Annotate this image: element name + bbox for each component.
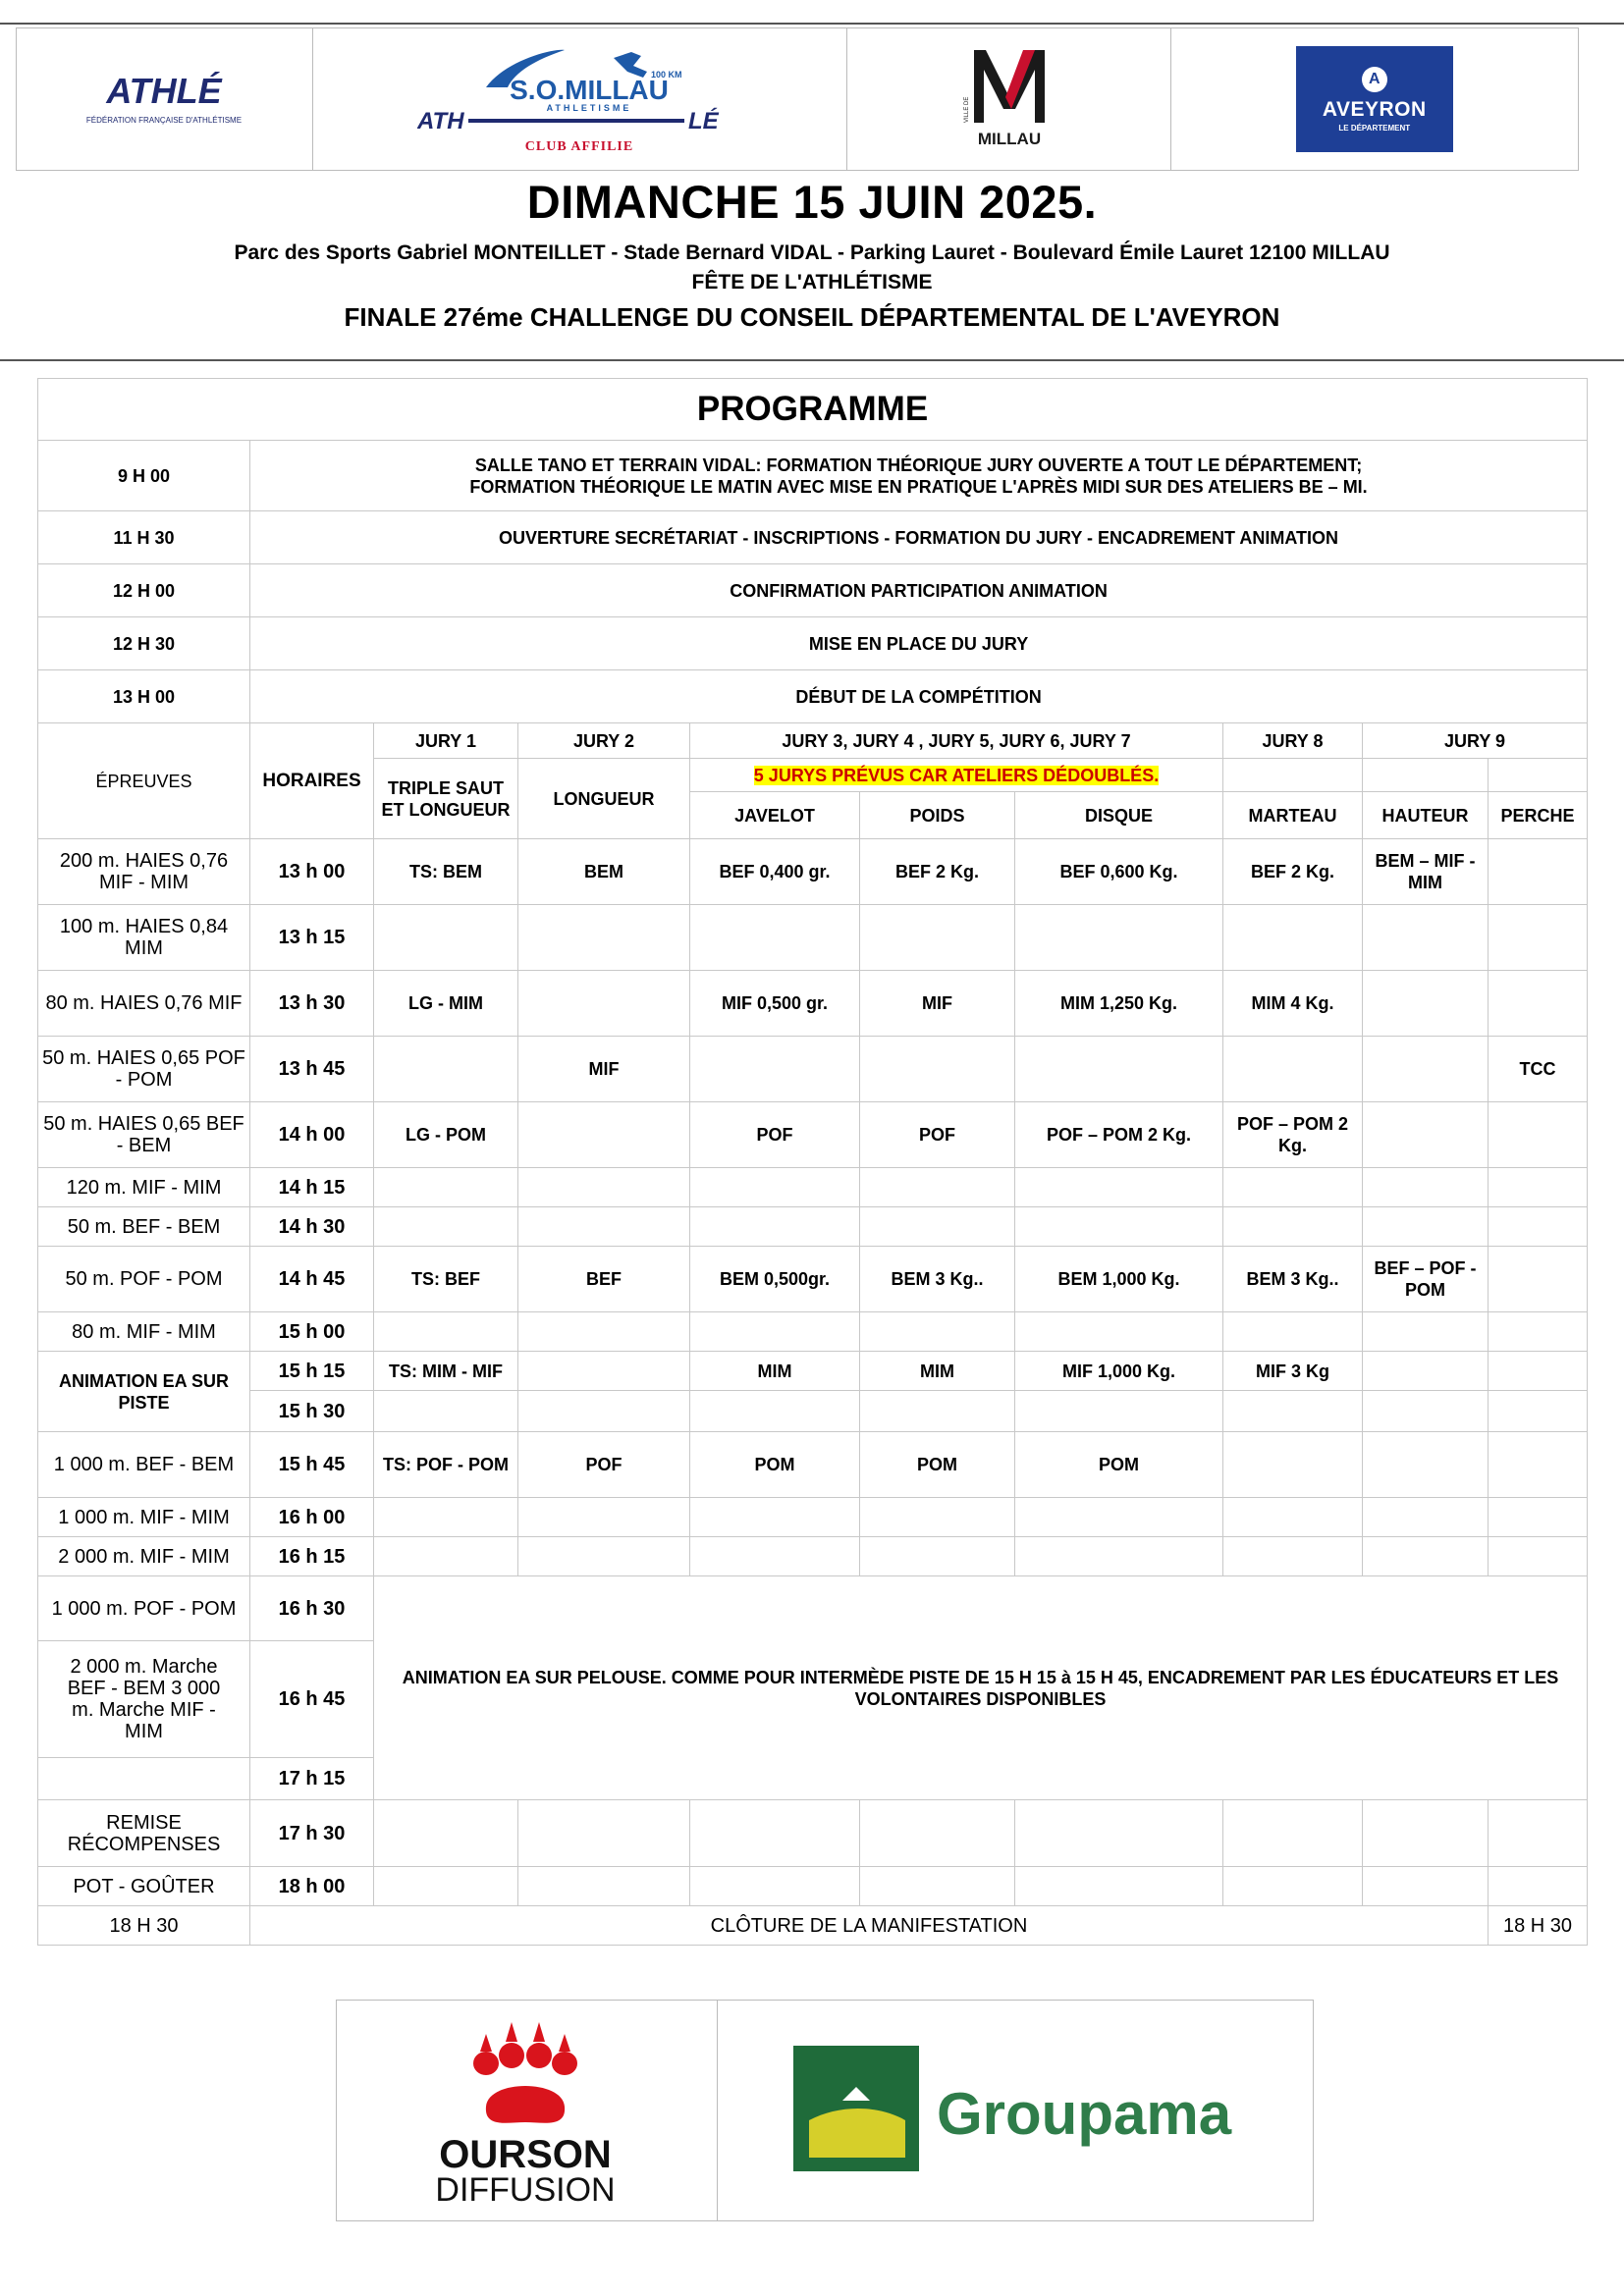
jury-cell <box>1363 1432 1489 1498</box>
event-name: REMISE RÉCOMPENSES <box>38 1800 250 1867</box>
schedule-time: 13 H 00 <box>38 670 250 723</box>
jury-cell <box>1489 1498 1588 1537</box>
jury-cell <box>374 1498 518 1537</box>
animation-row-2 <box>38 1391 1588 1432</box>
jury-cell <box>518 1168 690 1207</box>
ville-pre: VILLE DE <box>964 96 971 123</box>
jury-cell <box>690 1498 860 1537</box>
programme-table <box>37 378 1588 1946</box>
schedule-desc <box>250 441 1588 511</box>
somillau-bar <box>468 119 684 123</box>
pelouse-announcement: ANIMATION EA SUR PELOUSE. COMME POUR INTERMÈDE PISTE DE 15 H 15 à 15 H 45, ENCADREMENT PAR LES ÉDUCATEURS ET LES VOLONTAIRES DISPONIBLES <box>374 1576 1588 1800</box>
cloture-time-left: 18 H 30 <box>38 1906 250 1946</box>
athle-logo-text: ATHLÉ <box>106 71 222 111</box>
empty-cell <box>1015 1867 1223 1906</box>
jury-header-row <box>38 723 1588 759</box>
header-jury3-7: JURY 3, JURY 4 , JURY 5, JURY 6, JURY 7 <box>690 723 1223 759</box>
jury-cell <box>1223 905 1363 971</box>
jury-cell <box>518 1537 690 1576</box>
jury-cell <box>860 1312 1015 1352</box>
empty-cell <box>1015 1391 1223 1432</box>
jury-cell <box>1489 1247 1588 1312</box>
jury-cell <box>1223 1498 1363 1537</box>
jury-cell <box>1363 1312 1489 1352</box>
jury-cell: TCC <box>1489 1037 1588 1102</box>
event-row <box>38 1867 1588 1906</box>
event-address: Parc des Sports Gabriel MONTEILLET - Stade Bernard VIDAL - Parking Lauret - Boulevard Émile Lauret 12100 MILLAU <box>234 241 1390 264</box>
event-row <box>38 1247 1588 1312</box>
event-name: 50 m. HAIES 0,65 POF - POM <box>38 1037 250 1102</box>
somillau-logo <box>417 40 741 158</box>
jury-cell <box>1363 1207 1489 1247</box>
event-row <box>38 971 1588 1037</box>
event-time: 17 h 30 <box>250 1800 374 1867</box>
jury-cell <box>518 1312 690 1352</box>
empty-cell <box>690 1800 860 1867</box>
event-rows-2 <box>38 1432 1588 1576</box>
jury-cell <box>1015 1037 1223 1102</box>
empty-cell <box>1363 1800 1489 1867</box>
jury-cell <box>1363 1102 1489 1168</box>
cloture-row <box>38 1906 1588 1946</box>
header-triple-saut: TRIPLE SAUT ET LONGUEUR <box>374 759 518 839</box>
jury-cell <box>1363 1498 1489 1537</box>
ville-millau-logo <box>954 40 1062 158</box>
empty-cell <box>1223 1800 1363 1867</box>
header-jury9: JURY 9 <box>1363 723 1588 759</box>
event-row <box>38 1037 1588 1102</box>
header-epreuves: ÉPREUVES <box>38 723 250 839</box>
jury-cell <box>518 1102 690 1168</box>
jury-cell <box>1015 1312 1223 1352</box>
animation-time: 15 h 15 <box>250 1352 374 1391</box>
jury-cell <box>1489 971 1588 1037</box>
jury-cell <box>1015 905 1223 971</box>
header-jury8: JURY 8 <box>1223 723 1363 759</box>
jury-cell <box>1489 1168 1588 1207</box>
schedule-time: 11 H 30 <box>38 511 250 564</box>
animation-row <box>38 1352 1588 1391</box>
sponsor-bar <box>336 2000 1314 2221</box>
schedule-row <box>38 564 1588 617</box>
schedule-row <box>38 617 1588 670</box>
jury-cell: POF <box>690 1102 860 1168</box>
empty-cell <box>518 1800 690 1867</box>
event-time: 14 h 45 <box>250 1247 374 1312</box>
somillau-name: S.O.MILLAU <box>510 75 670 105</box>
header-jury2: JURY 2 <box>518 723 690 759</box>
jury-cell: TS: BEF <box>374 1247 518 1312</box>
jury-cell <box>374 1537 518 1576</box>
somillau-club: CLUB AFFILIE <box>525 139 634 154</box>
somillau-logo-cell <box>313 28 847 170</box>
header-jury1: JURY 1 <box>374 723 518 759</box>
groupama-logo-cell <box>718 2001 1313 2220</box>
ourson-logo-cell <box>337 2001 718 2220</box>
jury-note: 5 JURYS PRÉVUS CAR ATELIERS DÉDOUBLÉS. <box>753 765 1160 785</box>
event-name: 50 m. POF - POM <box>38 1247 250 1312</box>
jury-cell <box>374 1037 518 1102</box>
jury-cell: BEM 0,500gr. <box>690 1247 860 1312</box>
jury-cell <box>860 1207 1015 1247</box>
header-javelot: JAVELOT <box>690 792 860 839</box>
jury-cell <box>518 905 690 971</box>
ourson-line2: DIFFUSION <box>434 2171 616 2209</box>
event-row <box>38 839 1588 905</box>
event-fete: FÊTE DE L'ATHLÉTISME <box>691 271 933 294</box>
event-name: 120 m. MIF - MIM <box>38 1168 250 1207</box>
programme-title: PROGRAMME <box>38 379 1588 441</box>
groupama-name: Groupama <box>937 2081 1232 2147</box>
jury-cell <box>518 971 690 1037</box>
event-row <box>38 1537 1588 1576</box>
jury-cell: BEM 3 Kg.. <box>860 1247 1015 1312</box>
event-time: 15 h 00 <box>250 1312 374 1352</box>
cell: MIM <box>860 1352 1015 1391</box>
empty-cell <box>374 1391 518 1432</box>
empty-cell <box>690 1391 860 1432</box>
event-time: 13 h 45 <box>250 1037 374 1102</box>
jury-cell <box>374 1168 518 1207</box>
header-horaires: HORAIRES <box>250 723 374 839</box>
aveyron-logo <box>1296 46 1453 152</box>
groupama-field-shape <box>809 2109 905 2158</box>
jury-cell: POM <box>690 1432 860 1498</box>
jury-cell: MIF 0,500 gr. <box>690 971 860 1037</box>
empty-cell <box>690 1867 860 1906</box>
aveyron-name: AVEYRON <box>1322 97 1427 121</box>
event-row <box>38 905 1588 971</box>
header-poids: POIDS <box>860 792 1015 839</box>
jury-cell <box>860 1537 1015 1576</box>
aveyron-logo-cell <box>1171 28 1578 170</box>
ourson-diffusion-logo <box>409 2012 645 2209</box>
jury-cell <box>1223 1168 1363 1207</box>
jury-cell <box>1015 1537 1223 1576</box>
jury-cell <box>1363 1037 1489 1102</box>
jury-cell: MIF <box>860 971 1015 1037</box>
empty-cell <box>374 1800 518 1867</box>
jury-cell: BEM 1,000 Kg. <box>1015 1247 1223 1312</box>
jury-cell <box>1489 1432 1588 1498</box>
jury-cell <box>1363 971 1489 1037</box>
cell: MIF 1,000 Kg. <box>1015 1352 1223 1391</box>
jury-cell: TS: BEM <box>374 839 518 905</box>
jury-cell <box>1015 1207 1223 1247</box>
jury-cell <box>690 1168 860 1207</box>
event-name: 100 m. HAIES 0,84 MIM <box>38 905 250 971</box>
top-rule <box>0 23 1624 25</box>
jury-cell <box>1223 1312 1363 1352</box>
aveyron-emblem-icon: A <box>1362 67 1387 92</box>
event-rows <box>38 839 1588 1352</box>
event-name <box>38 1758 250 1800</box>
jury-cell: BEF 0,600 Kg. <box>1015 839 1223 905</box>
event-time: 16 h 45 <box>250 1641 374 1758</box>
jury-cell <box>690 1537 860 1576</box>
jury-cell <box>518 1207 690 1247</box>
event-time: 18 h 00 <box>250 1867 374 1906</box>
jury-cell <box>518 1498 690 1537</box>
cloture-text: CLÔTURE DE LA MANIFESTATION <box>250 1906 1489 1946</box>
schedule-line: SALLE TANO ET TERRAIN VIDAL: FORMATION THÉORIQUE JURY OUVERTE A TOUT LE DÉPARTEMENT; <box>474 454 1363 475</box>
event-row <box>38 1498 1588 1537</box>
empty-cell <box>374 1867 518 1906</box>
empty-cell <box>518 1867 690 1906</box>
title-rule <box>0 359 1624 361</box>
event-time: 13 h 30 <box>250 971 374 1037</box>
jury-cell <box>860 1168 1015 1207</box>
jury-cell: POF <box>860 1102 1015 1168</box>
ville-name: MILLAU <box>978 130 1042 148</box>
event-row <box>38 1168 1588 1207</box>
logo-bar <box>16 27 1579 171</box>
jury-cell <box>1489 1312 1588 1352</box>
event-row <box>38 1432 1588 1498</box>
ourson-line1: OURSON <box>438 2133 612 2176</box>
schedule-desc: OUVERTURE SECRÉTARIAT - INSCRIPTIONS - FORMATION DU JURY - ENCADREMENT ANIMATION <box>250 511 1588 564</box>
bear-paw-icon <box>473 2022 577 2123</box>
header-longueur: LONGUEUR <box>518 759 690 839</box>
jury-cell: POF – POM 2 Kg. <box>1015 1102 1223 1168</box>
event-time: 16 h 15 <box>250 1537 374 1576</box>
jury-cell: POF <box>518 1432 690 1498</box>
jury-cell: POM <box>1015 1432 1223 1498</box>
empty-cell <box>860 1800 1015 1867</box>
jury-cell <box>860 905 1015 971</box>
animation-label: ANIMATION EA SUR PISTE <box>38 1352 250 1432</box>
event-time: 15 h 45 <box>250 1432 374 1498</box>
event-name: 1 000 m. MIF - MIM <box>38 1498 250 1537</box>
cell <box>518 1352 690 1391</box>
header-marteau: MARTEAU <box>1223 792 1363 839</box>
jury-cell <box>1223 1432 1363 1498</box>
event-time: 13 h 00 <box>250 839 374 905</box>
empty-cell <box>1363 1391 1489 1432</box>
event-name: 1 000 m. POF - POM <box>38 1576 250 1641</box>
jury-cell <box>1223 1207 1363 1247</box>
event-finale: FINALE 27éme CHALLENGE DU CONSEIL DÉPARTEMENTAL DE L'AVEYRON <box>344 302 1280 332</box>
event-name: POT - GOÛTER <box>38 1867 250 1906</box>
jury-cell: MIM 1,250 Kg. <box>1015 971 1223 1037</box>
jury-cell <box>1489 1207 1588 1247</box>
jury-cell <box>690 1037 860 1102</box>
schedule-row <box>38 670 1588 723</box>
schedule-time: 9 H 00 <box>38 441 250 511</box>
event-name: 200 m. HAIES 0,76 MIF - MIM <box>38 839 250 905</box>
empty-cell <box>1489 759 1588 792</box>
somillau-left: ATH <box>417 108 464 134</box>
jury-cell <box>374 1207 518 1247</box>
athle-logo-sub: FÉDÉRATION FRANÇAISE D'ATHLÉTISME <box>86 116 243 125</box>
cell: MIM <box>690 1352 860 1391</box>
event-time: 13 h 15 <box>250 905 374 971</box>
jury-cell: BEM <box>518 839 690 905</box>
jury-cell <box>690 1207 860 1247</box>
millau-red-slash <box>1005 50 1035 109</box>
jury-cell: BEF <box>518 1247 690 1312</box>
empty-cell <box>1223 759 1363 792</box>
jury-cell <box>1489 839 1588 905</box>
cloture-time-right: 18 H 30 <box>1489 1906 1588 1946</box>
programme-title-row <box>38 379 1588 441</box>
header-hauteur: HAUTEUR <box>1363 792 1489 839</box>
empty-cell <box>1489 1800 1588 1867</box>
schedule-desc: CONFIRMATION PARTICIPATION ANIMATION <box>250 564 1588 617</box>
cell: TS: MIM - MIF <box>374 1352 518 1391</box>
jury-cell: BEF 2 Kg. <box>860 839 1015 905</box>
jury-cell <box>690 905 860 971</box>
jury-cell <box>1363 1537 1489 1576</box>
empty-cell <box>1489 1867 1588 1906</box>
schedule-desc: DÉBUT DE LA COMPÉTITION <box>250 670 1588 723</box>
animation-time-2: 15 h 30 <box>250 1391 374 1432</box>
event-row <box>38 1312 1588 1352</box>
event-name: 2 000 m. MIF - MIM <box>38 1537 250 1576</box>
event-time: 16 h 00 <box>250 1498 374 1537</box>
header-disque: DISQUE <box>1015 792 1223 839</box>
jury-cell: BEF 0,400 gr. <box>690 839 860 905</box>
cell: MIF 3 Kg <box>1223 1352 1363 1391</box>
empty-cell <box>1363 759 1489 792</box>
jury-cell <box>1489 1537 1588 1576</box>
jury-cell <box>1223 1537 1363 1576</box>
event-name: 80 m. MIF - MIM <box>38 1312 250 1352</box>
jury-cell <box>690 1312 860 1352</box>
closing-rows <box>38 1800 1588 1906</box>
jury-cell <box>1489 1102 1588 1168</box>
empty-cell <box>1223 1867 1363 1906</box>
event-row <box>38 1800 1588 1867</box>
jury-cell: BEM – MIF - MIM <box>1363 839 1489 905</box>
aveyron-sub: LE DÉPARTEMENT <box>1338 123 1411 133</box>
event-name: 1 000 m. BEF - BEM <box>38 1432 250 1498</box>
pelouse-row <box>38 1576 1588 1641</box>
empty-cell <box>860 1391 1015 1432</box>
jury-cell: BEM 3 Kg.. <box>1223 1247 1363 1312</box>
event-date: DIMANCHE 15 JUIN 2025. <box>526 176 1098 228</box>
somillau-right: LÉ <box>688 108 719 134</box>
event-time: 14 h 30 <box>250 1207 374 1247</box>
jury-cell <box>1015 1168 1223 1207</box>
jury-cell <box>1015 1498 1223 1537</box>
athle-logo <box>66 60 262 138</box>
event-name: 50 m. HAIES 0,65 BEF - BEM <box>38 1102 250 1168</box>
event-time: 14 h 15 <box>250 1168 374 1207</box>
jury-cell: MIF <box>518 1037 690 1102</box>
jury-cell <box>1489 905 1588 971</box>
empty-cell <box>1015 1800 1223 1867</box>
jury-cell: POM <box>860 1432 1015 1498</box>
jury-cell <box>1223 1037 1363 1102</box>
jury-cell: LG - MIM <box>374 971 518 1037</box>
millau-m-shape <box>974 50 1045 123</box>
jury-note-cell <box>690 759 1223 792</box>
event-row <box>38 1102 1588 1168</box>
schedule-line: FORMATION THÉORIQUE LE MATIN AVEC MISE EN PRATIQUE L'APRÈS MIDI SUR DES ATELIERS BE – MI. <box>469 476 1368 497</box>
schedule-row <box>38 511 1588 564</box>
jury-cell: POF – POM 2 Kg. <box>1223 1102 1363 1168</box>
event-time: 17 h 15 <box>250 1758 374 1800</box>
athle-logo-cell <box>17 28 313 170</box>
somillau-dist: 100 KM <box>651 70 682 80</box>
ville-millau-logo-cell <box>847 28 1171 170</box>
event-time: 14 h 00 <box>250 1102 374 1168</box>
empty-cell <box>518 1391 690 1432</box>
cell <box>1489 1352 1588 1391</box>
event-name: 50 m. BEF - BEM <box>38 1207 250 1247</box>
jury-cell <box>374 1312 518 1352</box>
empty-cell <box>860 1867 1015 1906</box>
header-perche: PERCHE <box>1489 792 1588 839</box>
event-row <box>38 1207 1588 1247</box>
event-name: 80 m. HAIES 0,76 MIF <box>38 971 250 1037</box>
jury-cell: BEF – POF - POM <box>1363 1247 1489 1312</box>
cell <box>1363 1352 1489 1391</box>
jury-cell <box>1363 905 1489 971</box>
schedule-desc: MISE EN PLACE DU JURY <box>250 617 1588 670</box>
jury-cell: LG - POM <box>374 1102 518 1168</box>
schedule-time: 12 H 00 <box>38 564 250 617</box>
jury-cell <box>860 1037 1015 1102</box>
schedule-row <box>38 441 1588 511</box>
jury-cell <box>1363 1168 1489 1207</box>
jury-cell: BEF 2 Kg. <box>1223 839 1363 905</box>
jury-cell <box>374 905 518 971</box>
jury-cell <box>860 1498 1015 1537</box>
empty-cell <box>1363 1867 1489 1906</box>
groupama-logo <box>789 2042 1241 2179</box>
somillau-sub: ATHLETISME <box>546 103 632 113</box>
empty-cell <box>1489 1391 1588 1432</box>
event-name: 2 000 m. Marche BEF - BEM 3 000 m. Marche MIF - MIM <box>38 1641 250 1758</box>
schedule-time: 12 H 30 <box>38 617 250 670</box>
event-time: 16 h 30 <box>250 1576 374 1641</box>
jury-cell: MIM 4 Kg. <box>1223 971 1363 1037</box>
jury-cell: TS: POF - POM <box>374 1432 518 1498</box>
empty-cell <box>1223 1391 1363 1432</box>
